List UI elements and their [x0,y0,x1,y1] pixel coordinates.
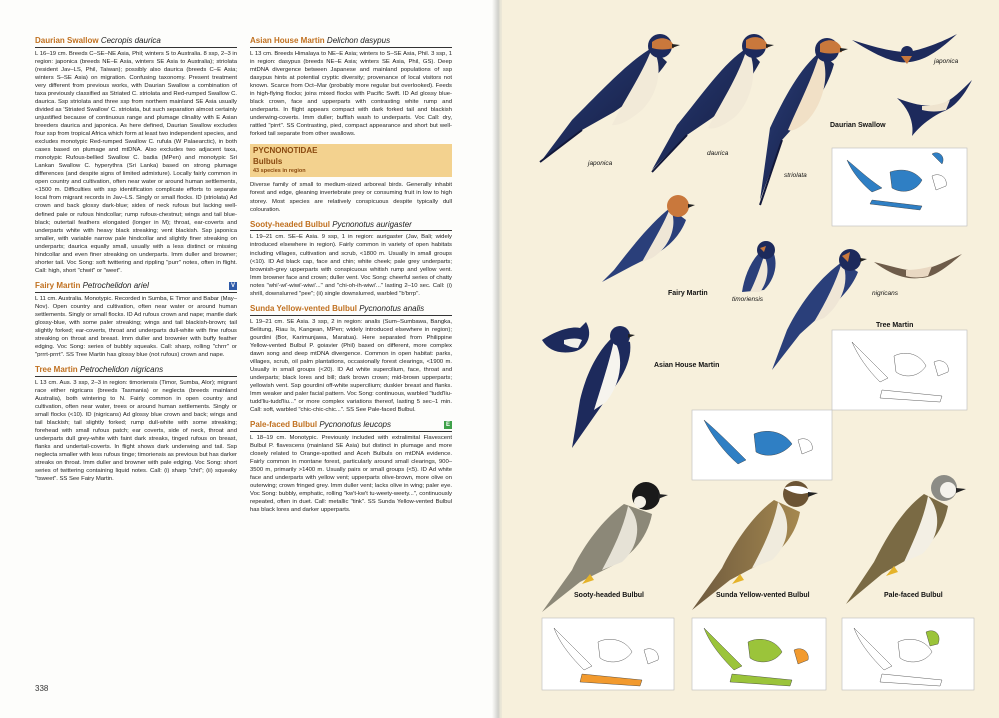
scientific-name: Petrochelidon nigricans [79,364,164,374]
common-name: Sooty-headed Bulbul [250,219,330,229]
range-map-sunda-yellow-vented-bulbul [692,618,826,690]
family-name: PYCNONOTIDAE [253,146,318,156]
common-name: Asian House Martin [250,36,325,45]
species-text: L 19–21 cm. SE–E Asia. 9 ssp, 1 in region: aurigaster (Jav, Bali; widely introduced elsewhere in region). Fairly common in variety of open habitats including villages, cultivation and scrub, <1800 m. Usually in small groups (<10). ID Ad black cap, face and chin; white cheek; pale grey underparts; brownish-grey upperparts with conspicuous whitish rump and yellow vent. Imm browner face and crown; duller vent. Voc Song: cheerful series of chatty notes "whi'-wi'-wiwi'-wiwi'..." and "chi-oh-ih-wiwi'..." lasting 2–10 sec. Call: (i) shrill, downslurred "pee"; (ii) single downslurred, warbled "b'brrp". [250,234,452,297]
species-text: L 19–21 cm. SE Asia. 3 ssp, 2 in region: analis (Sum–Sumbawa, Bangka, Belitung, Riau Is, Kangean, MPen; widely introduced elsewhere in region); gourdini (Bor, Karimunjawa, Maratua). Here separated from Philippine Yellow-vented Bulbul P. goiavier (Phil) based on different, more complex dawn song and deep mtDNA divergence. Common in open habitat: parks, villages, scrub, oil palm plantations, occasionally forest clearings, <1900 m. Usually in small groups (<20). ID Ad white supercilium, face, throat and underparts; black lores and bill; dark brown crown; mid-brown upperparts; yellowish vent. Ssp gourdini off-white supercilium; duskier breast and flanks. Imm weaker and paler facial pattern. Voc Song: continuous, warbled "tudd'liu-tudd'liu-tudd'liu..." or more complex variations thereof, lasting 5 sec–1 min. Call: soft, warbled "chic-chic-chic...". SS See Pale-faced Bulbul. [250,318,452,413]
entry-header [250,420,452,432]
label-pale-faced-bulbul: Pale-faced Bulbul [884,592,943,599]
label-japonica-right: japonica [934,58,959,65]
species-name [35,36,161,47]
left-page [0,0,498,718]
entry-header [35,36,237,48]
martin-illustration-timoriensis [742,241,776,292]
bulbul-illustration-sunda-yellow-vented [692,481,818,610]
species-text: L 13 cm. Aus. 3 ssp, 2–3 in region: timoriensis (Timor, Sumba, Alor); migrant race either nigricans (breeds Tasmania) or neglecta (breeds mainland Australia), both wintering to N. Fairly common in open country and cultivation, often near water, trees or around human settlements. Singly or small flocks (<10). ID (nigricans) Ad glossy blue crown and back; wings and tail blackish; tail slightly forked; rump dull-white with some streaking; forehead with small rufous patch; ear coverts, side of neck, throat and underparts dull grey-white with faint dark streaks, tinged rufous on breast, flanks and undertail-coverts. In flight shows dark underwing and tail. Ssp neglecta smaller with less rufous tinge; timoriensis as previous but has darker streaks on throat. Imm duller and browner with pale edging. Voc Song: short series of twittering containing liquid notes. Call: (i) sharp "chit"; (ii) squeaky "tsweet". SS See Fairy Martin. [35,379,238,483]
entry-header [35,365,237,377]
species-text: L 16–19 cm. Breeds C–SE–NE Asia, Phil; winters S to Australia. 8 ssp, 2–3 in region: japonica (breeds NE–E Asia, winters SE Asia to Australia); striolata (resident Jav–LS, Phil, Taiwan); possibly also daurica (breeds C–E Asia; winters S–SE Asia) on migration. Confusing taxonomy. Present treatment very different from previous works, with Daurian Swallow a combination of taxa previously classified as Striated C. striolata and Red-rumped Swallow C. daurica. Ssp striolata and three ssp from northern mainland SE Asia usually divided as 'Striated Swallow' C. striolata, but such separation almost certainly unjustified because of continuous range and plumage clinality with E Asian breeders daurica and japonica. As here defined, Daurian Swallow excludes four ssp from tropical Africa which form at least two independent species, and excludes monotypic Red-rumped Swallow C. rufula (W Palaearctic), in both cases based on plumage and mtDNA. Also excludes two adjacent taxa, monotypic Rufous-bellied Swallow C. badia (MPen) and monotypic Sri Lankan Swallow C. hyperythra (Sri Lanka) based on strong plumage differences (and despite signs of limited admixture). Locally fairly common in open country and cultivation, often near water or around human settlements, <1500 m. Difficulties with ssp identification complicate efforts to separate local from migrant records in Jav–LS. Singly or small flocks. ID (striolata) Ad crown and back glossy dark-blue; sides of neck rufous but lacking well-defined pale or rufous hindcollar; rump rufous-chestnut; wings and tail blue-black; outertail feathers elongated (longer in M); throat, ear-coverts and underparts white with heavy black streaking; vent blackish. Ssp japonica smaller, with variable narrow pale hindcollar and slightly finer streaking on underparts; daurica equally small, usually with a less distinct or missing hindcollar and even finer streaking on underparts. Imm duller and browner; shorter tail. Voc Song: soft twittering and rippling "purr" notes, often in flight. Call: high, short "chwit" or "weet". [35,50,237,274]
species-entry-tree-martin [35,365,237,483]
species-entry-pale-faced-bulbul [250,420,452,514]
label-striolata: striolata [784,172,807,179]
species-text: L 13 cm. Breeds Himalaya to NE–E Asia; winters to S–SE Asia, Phil. 3 ssp, 1 in region: dasypus (breeds NE–E Asia; winters SE Asia, Phil, GS). Deep mtDNA divergence between Japanese and mainland populations of ssp dasypus hints at potential cryptic diversity; provenance of local visitors not known. Scarce from Oct–Mar (probably more regular but overlooked). Feeds in high-flying flocks; joins mixed flocks with Pacific Swift. ID Ad glossy blue-black crown, face and upperparts with contrasting white rump and underparts. In flight appears compact with dark forked tail and blackish underwing-coverts. Imm duller; buffish wash to underparts. Voc Call: dry, rattled "pirrt". SS Contrasting, pied, compact appearance and short but well-forked tail separate from other swallows. [250,50,452,138]
endemic-badge: E [445,422,450,429]
entry-header [35,281,237,293]
entry-header [250,36,452,48]
species-entry-daurian-swallow [35,36,237,275]
label-timoriensis: timoriensis [732,296,764,303]
scientific-name: Petrochelidon ariel [82,280,149,290]
label-nigricans: nigricans [872,290,899,297]
label-japonica-left: japonica [588,160,613,167]
species-entry-asian-house-martin [250,36,452,138]
range-map-sooty-headed-bulbul [542,618,674,690]
species-text: L 11 cm. Australia. Monotypic. Recorded in Sumba, E Timor and Babar (May–Nov). Open country and cultivation, often near water or around human settlements. Singly or small flocks. ID Ad rufous crown and nape; mantle dark glossy-blue, with some paler streaking; wings and tail blackish-brown; tail slightly forked; ear-coverts, throat and underparts dull-white with fine rufous streaking on throat and breast. Imm duller and brownier with buffy feather edging. Voc Song: series of bubbly squeaks. Call: sharp, rolling "chrrr" or "prrrt-prrrt". SS Tree Martin has glossy blue (not rufous) crown and nape. [35,295,238,358]
species-name [250,36,390,47]
bulbul-illustration-pale-faced [846,475,966,604]
right-page-plate [502,0,999,718]
text-column-1 [35,36,237,489]
scientific-name: Delichon dasypus [326,36,391,45]
common-name: Daurian Swallow [35,36,99,45]
species-name [250,220,412,231]
label-asian-house-martin: Asian House Martin [654,362,720,369]
range-map-pale-faced-bulbul [842,618,974,690]
martin-flying-nigricans [874,254,962,278]
range-map-daurian-swallow [832,148,967,226]
scientific-name: Pycnonotus analis [359,303,425,313]
page-number: 338 [35,684,49,693]
species-entry-sooty-headed-bulbul [250,220,452,298]
range-map-asian-house-martin [692,410,832,480]
common-name: Fairy Martin [35,280,81,290]
common-name: Tree Martin [35,364,78,374]
common-name: Sunda Yellow-vented Bulbul [250,303,357,313]
label-sunda-yellow-vented-bulbul: Sunda Yellow-vented Bulbul [716,592,810,599]
range-map-martins [832,330,967,410]
species-entry-sunda-yellow-vented-bulbul [250,304,452,414]
species-count: 43 species in region [253,167,306,174]
label-daurica: daurica [707,150,729,157]
species-text: L 18–19 cm. Monotypic. Previously included with extralimital Flavescent Bulbul P. flavescens (mainland SE Asia) but distinct in plumage and more closely related to Orange-spotted and Aceh Bulbuls on mtDNA evidence. Fairly common in montane forest, particularly around small clearings, 900–3500 m, primarily >1400 m. Usually pairs or small groups (<5). ID Ad white face and underparts with yellow vent; upperparts olive-brown, more olive on outerwing; crown fringed grey. Imm duller vent; lacks olive in wing; paler eye. Voc Song: bubbly, emphatic, rolling "kw't-kw't tu-weety-weety...", continuously repeated, often in duet. Call: metallic "tink". SS Sunda Yellow-vented Bulbul has black lores and darker upperparts. [250,434,452,514]
label-fairy-martin: Fairy Martin [668,290,708,297]
common-name: Pale-faced Bulbul [250,419,318,429]
plate-illustrations [502,0,999,718]
label-daurian-swallow: Daurian Swallow [830,122,886,129]
swallow-illustration-japonica [540,34,680,162]
vagrant-badge: V [230,283,235,290]
scientific-name: Pycnonotus aurigaster [332,219,412,229]
species-name [35,281,149,292]
species-name [35,365,163,376]
scientific-name: Cecropis daurica [100,36,161,45]
family-english-name: Bulbuls [253,157,283,167]
species-name [250,420,391,431]
swallow-flying-japonica [897,80,972,136]
entry-header [250,220,452,232]
family-text: Diverse family of small to medium-sized arboreal birds. Generally inhabit forest and edge, gleaning invertebrate prey or consuming fruit in low to high storey. Most species are relatively conspicuous despite typically dull colouration. [250,182,452,213]
house-martin-flying [542,322,589,353]
label-tree-martin: Tree Martin [876,322,914,329]
martin-illustration-fairy [602,195,695,282]
species-entry-fairy-martin [35,281,237,359]
species-name [250,304,424,315]
entry-header [250,304,452,316]
text-column-2 [250,36,452,520]
scientific-name: Pycnonotus leucops [319,419,391,429]
label-sooty-headed-bulbul: Sooty-headed Bulbul [574,592,644,599]
family-header-pycnonotidae [250,144,452,177]
